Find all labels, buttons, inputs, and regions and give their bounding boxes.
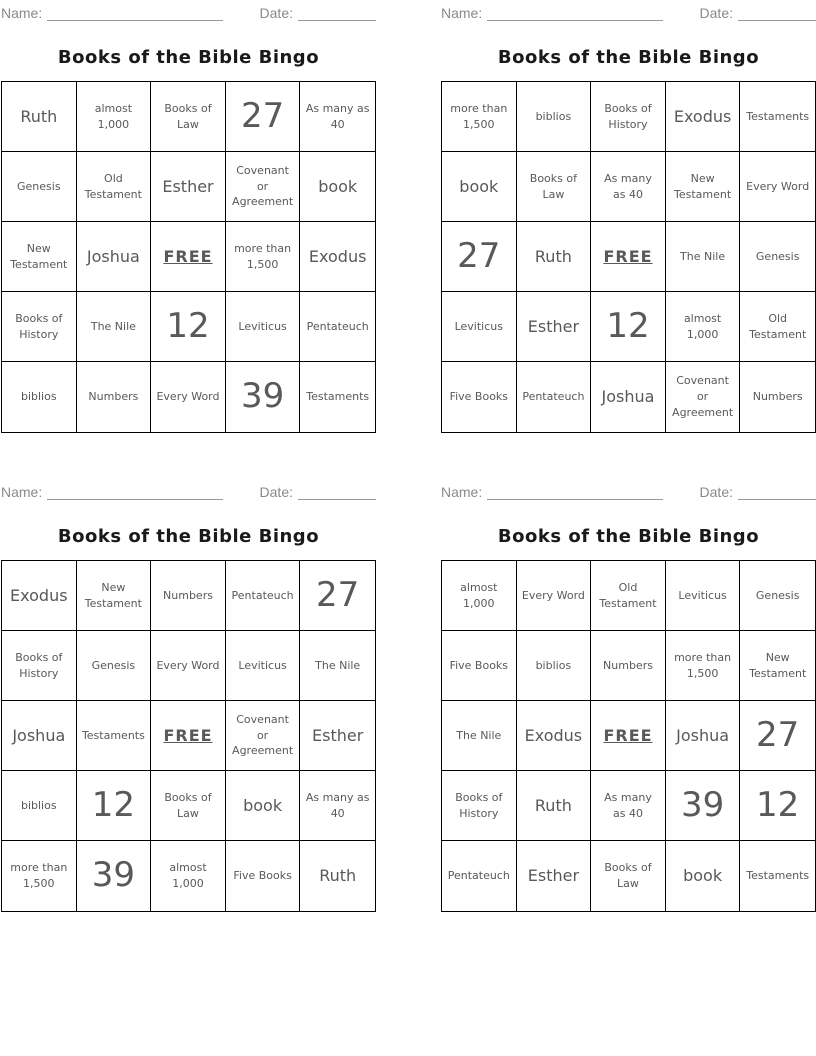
- name-blank-line: [487, 6, 663, 21]
- bingo-cell: Esther: [517, 841, 592, 911]
- bingo-cell: Books of History: [591, 82, 666, 152]
- bingo-cell: Books of History: [442, 771, 517, 841]
- bingo-cell: 27: [740, 701, 815, 771]
- name-blank-line: [47, 6, 223, 21]
- bingo-cell: Every Word: [151, 362, 226, 432]
- bingo-cell: Esther: [151, 152, 226, 222]
- bingo-cell: 12: [591, 292, 666, 362]
- bingo-cell: Ruth: [2, 82, 77, 152]
- date-blank-line: [298, 6, 376, 21]
- bingo-cell: 27: [226, 82, 301, 152]
- name-label: Name:: [1, 484, 43, 500]
- bingo-cell: Books of Law: [151, 82, 226, 152]
- bingo-cell: Joshua: [666, 701, 741, 771]
- bingo-cell: Ruth: [319, 866, 357, 886]
- bingo-grid: [1, 81, 376, 433]
- bingo-cell: Books of Law: [151, 771, 226, 841]
- bingo-cell: New Testament: [666, 152, 741, 222]
- bingo-cell: Every Word: [740, 152, 815, 222]
- free-space-cell: FREE: [591, 701, 666, 771]
- bingo-cell: book: [442, 152, 517, 222]
- date-label: Date:: [699, 484, 733, 500]
- bingo-cell: book: [300, 152, 375, 222]
- bingo-grid: [441, 560, 816, 912]
- bingo-cell: Books of Law: [591, 841, 666, 911]
- date-blank-line: [738, 485, 816, 500]
- card-title: Books of the Bible Bingo: [497, 47, 760, 68]
- card-title: Books of the Bible Bingo: [57, 526, 320, 547]
- bingo-cell: Numbers: [77, 362, 152, 432]
- bingo-cell: Covenant or Agreement: [666, 362, 741, 432]
- bingo-card-bottom-right: [441, 483, 816, 912]
- bingo-cell: Leviticus: [226, 292, 301, 362]
- bingo-cell: As many as 40: [591, 152, 666, 222]
- bingo-cell: Pentateuch: [517, 362, 592, 432]
- bingo-cell: Ruth: [517, 771, 592, 841]
- bingo-cell: Exodus: [2, 561, 77, 631]
- bingo-cell: As many as 40: [591, 771, 666, 841]
- bingo-cell: Testaments: [306, 390, 370, 404]
- bingo-cell: 39: [666, 771, 741, 841]
- bingo-cell: biblios: [517, 82, 592, 152]
- bingo-cell: Exodus: [666, 82, 741, 152]
- bingo-cell: biblios: [2, 771, 77, 841]
- bingo-cell: The Nile: [666, 222, 741, 292]
- name-date-row: [1, 4, 376, 21]
- bingo-cell: Books of History: [2, 631, 77, 701]
- bingo-cell: Testaments: [740, 82, 815, 152]
- bingo-cell: As many as 40: [300, 82, 375, 152]
- bingo-cell: 27: [442, 222, 517, 292]
- bingo-cell: Old Testament: [77, 152, 152, 222]
- bingo-cell: Genesis: [740, 561, 815, 631]
- bingo-cell: The Nile: [442, 701, 517, 771]
- bingo-cell: book: [226, 771, 301, 841]
- bingo-cell: Joshua: [77, 222, 152, 292]
- bingo-cell: Five Books: [442, 631, 517, 701]
- bingo-cell: Numbers: [752, 390, 803, 404]
- card-title: Books of the Bible Bingo: [497, 526, 760, 547]
- bingo-cell: Books of History: [2, 292, 77, 362]
- bingo-cell: Genesis: [740, 222, 815, 292]
- bingo-card-top-right: [441, 4, 816, 433]
- bingo-cell: more than 1,500: [666, 631, 741, 701]
- bingo-cell: New Testament: [2, 222, 77, 292]
- name-blank-line: [47, 485, 223, 500]
- name-blank-line: [487, 485, 663, 500]
- bingo-cell: The Nile: [77, 292, 152, 362]
- bingo-cell: Esther: [300, 701, 375, 771]
- bingo-cell: 39: [77, 841, 152, 911]
- date-blank-line: [298, 485, 376, 500]
- card-title: Books of the Bible Bingo: [57, 47, 320, 68]
- bingo-cell: 12: [151, 292, 226, 362]
- bingo-cell: Joshua: [2, 701, 77, 771]
- bingo-cell: almost 1,000: [151, 841, 226, 911]
- bingo-cell: Pentateuch: [300, 292, 375, 362]
- bingo-cell: As many as 40: [300, 771, 375, 841]
- bingo-cell: 39: [226, 362, 301, 432]
- bingo-cell: Leviticus: [226, 631, 301, 701]
- name-date-row: [441, 4, 816, 21]
- bingo-cell: 27: [300, 561, 375, 631]
- bingo-cell: New Testament: [740, 631, 815, 701]
- bingo-cell: book: [666, 841, 741, 911]
- bingo-grid: [441, 81, 816, 433]
- bingo-cell: Numbers: [151, 561, 226, 631]
- bingo-cell: Genesis: [77, 631, 152, 701]
- bingo-card-top-left: [1, 4, 376, 433]
- bingo-cell: Joshua: [591, 362, 666, 432]
- bingo-cell: Covenant or Agreement: [226, 701, 301, 771]
- name-label: Name:: [441, 484, 483, 500]
- bingo-grid: [1, 560, 376, 912]
- free-space-cell: FREE: [591, 222, 666, 292]
- bingo-cell: 12: [77, 771, 152, 841]
- bingo-cell: Five Books: [226, 841, 301, 911]
- bingo-cell: Esther: [517, 292, 592, 362]
- bingo-cell: Numbers: [591, 631, 666, 701]
- bingo-cell: Leviticus: [442, 292, 517, 362]
- bingo-cell: Exodus: [517, 701, 592, 771]
- bingo-cell: Every Word: [151, 631, 226, 701]
- free-space-cell: FREE: [151, 222, 226, 292]
- name-label: Name:: [1, 5, 43, 21]
- bingo-cell: Testaments: [746, 869, 810, 883]
- bingo-cell: biblios: [2, 362, 77, 432]
- date-label: Date:: [259, 5, 293, 21]
- bingo-cell: Old Testament: [740, 292, 815, 362]
- bingo-cell: Genesis: [2, 152, 77, 222]
- name-label: Name:: [441, 5, 483, 21]
- date-label: Date:: [259, 484, 293, 500]
- bingo-cell: New Testament: [77, 561, 152, 631]
- free-space-cell: FREE: [151, 701, 226, 771]
- bingo-cell: more than 1,500: [442, 82, 517, 152]
- name-date-row: [441, 483, 816, 500]
- bingo-cell: Covenant or Agreement: [226, 152, 301, 222]
- bingo-cell: 12: [740, 771, 815, 841]
- bingo-cell: almost 1,000: [666, 292, 741, 362]
- bingo-cell: biblios: [517, 631, 592, 701]
- name-date-row: [1, 483, 376, 500]
- bingo-card-bottom-left: [1, 483, 376, 912]
- bingo-cell: Ruth: [517, 222, 592, 292]
- bingo-cell: Testaments: [77, 701, 152, 771]
- bingo-cell: almost 1,000: [442, 561, 517, 631]
- bingo-cell: Old Testament: [591, 561, 666, 631]
- bingo-cell: Five Books: [442, 362, 517, 432]
- bingo-cell: Exodus: [300, 222, 375, 292]
- bingo-cell: The Nile: [300, 631, 375, 701]
- bingo-cell: almost 1,000: [77, 82, 152, 152]
- bingo-cell: Leviticus: [666, 561, 741, 631]
- bingo-cell: Pentateuch: [226, 561, 301, 631]
- bingo-cell: Pentateuch: [442, 841, 517, 911]
- bingo-cell: more than 1,500: [2, 841, 77, 911]
- bingo-cell: Every Word: [517, 561, 592, 631]
- bingo-cell: Books of Law: [517, 152, 592, 222]
- date-blank-line: [738, 6, 816, 21]
- date-label: Date:: [699, 5, 733, 21]
- bingo-cell: more than 1,500: [226, 222, 301, 292]
